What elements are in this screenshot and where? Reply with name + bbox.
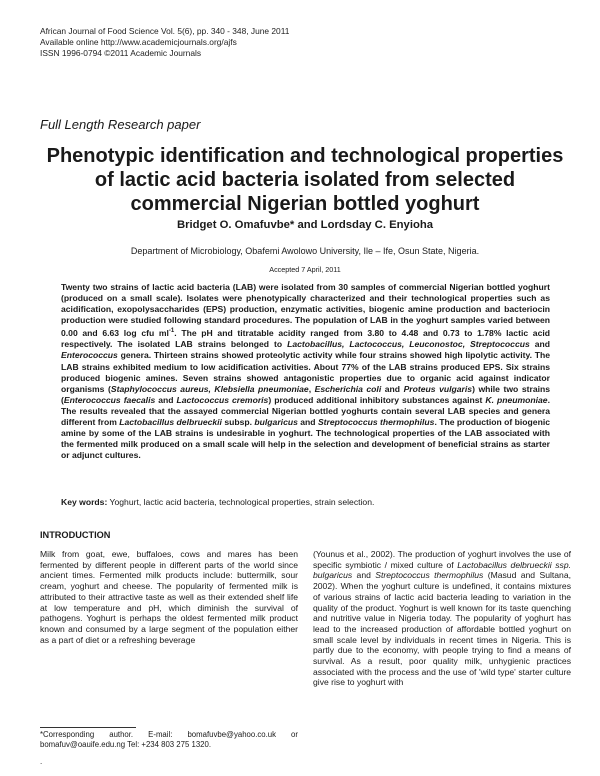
abstract-organism: Proteus vulgaris bbox=[403, 383, 473, 394]
abstract-text: ) produced additional inhibitory substances against bbox=[268, 394, 486, 405]
abstract-organism: Escherichia coli bbox=[314, 383, 382, 394]
authors: Bridget O. Omafuvbe* and Lordsday C. Enyioha bbox=[176, 219, 434, 231]
abstract-organism: bulgaricus bbox=[254, 416, 298, 427]
trailing-mark: . bbox=[40, 757, 43, 766]
journal-header bbox=[40, 26, 289, 59]
accepted-date: Accepted 7 April, 2011 bbox=[269, 265, 341, 274]
abstract-text: and bbox=[155, 394, 177, 405]
species-name: Streptococcus thermophilus bbox=[375, 570, 484, 581]
abstract-superscript: -1 bbox=[168, 328, 175, 335]
abstract-text: . The production of biogenic amine by some of the LAB strains is undesirable in yoghurt. The technological properties of the LAB associated with the fermented milk produced on a small scale will help in the selection and development of beneficial strains as starter or adjunct cultures. bbox=[61, 416, 550, 461]
corresponding-author-footnote: *Corresponding author. E-mail: bomafuvbe@yahoo.co.uk or bomafuv@oauife.edu.ng Tel: +234 803 275 1320. bbox=[40, 730, 298, 750]
right-column bbox=[313, 549, 571, 688]
journal-issn: ISSN 1996-0794 ©2011 Academic Journals bbox=[40, 48, 202, 58]
left-column bbox=[40, 549, 298, 645]
abstract-genus: Lactobacillus, Lactococcus, Leuconostoc, Streptococcus bbox=[287, 339, 530, 350]
abstract-genus: Enterococcus bbox=[61, 350, 118, 361]
abstract-organism: Staphylococcus aureus, Klebsiella pneumoniae bbox=[110, 383, 309, 394]
abstract-text: subsp. bbox=[221, 416, 255, 427]
abstract-organism: Enterococcus faecalis bbox=[63, 394, 156, 405]
abstract-text: Twenty two strains of lactic acid bacteria (LAB) were isolated from 30 samples of commercial Nigerian bottled yoghurt (produced on a small scale). Isolates were phenotypically characterized and their technological properties such as acidification, exopolysaccharides (EPS) production, enzymatic activities, biogenic amine production and bacteriocin production were studied following standard procedures. The population of LAB in the yoghurt samples varied between 0.00 and 6.63 log cfu ml bbox=[61, 282, 550, 339]
affiliation: Department of Microbiology, Obafemi Awolowo University, Ile – Ife, Osun State, Nigeria. bbox=[130, 246, 480, 256]
abstract bbox=[61, 282, 550, 461]
abstract-text: genera. Thirteen strains showed proteolytic activity while four strains showed high lipolytic activity. The LAB strains exhibited medium to low acidification activities. About 77% of the LAB strains produced EPS. Six strains produced biogenic amines. Seven strains showed antagonistic properties due to organic acid against indicator organisms ( bbox=[61, 350, 550, 394]
abstract-text: . The pH and titratable acidity ranged from 3.80 to 4.48 and 0.73 to 1.78% lactic acid respectively. The isolated LAB strains belonged to bbox=[61, 328, 550, 350]
paper-type: Full Length Research paper bbox=[40, 117, 201, 132]
journal-url: Available online http://www.academicjournals.org/ajfs bbox=[40, 37, 237, 47]
title-line-1: Phenotypic identification and technological properties bbox=[46, 145, 564, 167]
title-line-3: commercial Nigerian bottled yoghurt bbox=[130, 193, 480, 215]
abstract-organism: Lactococcus cremoris bbox=[176, 394, 269, 405]
abstract-text: . The results revealed that the assayed commercial Nigerian bottled yoghurts contain several LAB species and genera different from bbox=[61, 394, 550, 427]
abstract-organism: K. pneumoniae bbox=[485, 394, 548, 405]
abstract-text: and bbox=[297, 416, 318, 427]
body-text: and bbox=[352, 570, 376, 581]
species-name: Lactobacillus delbrueckii ssp. bulgaricus bbox=[313, 559, 571, 581]
body-text: (Masud and Sultana, 2002). When the yoghurt culture is undefined, it contains mixtures of various strains of lactic acid bacteria leading to variation in the quality of the product. Yoghurt is well known for its taste quenching and nutritive value in Nigeria today. The popularity of yoghurt has lead to the increased production of affordable bottled yoghurt on small scale level by individuals in recent times in Nigeria. This is partly due to the economy, with people trying to find a means of survival. As a result, poor quality milk, unhygienic practices associated with the process and the use of 'wild type' starter culture give rise to yoghurt with bbox=[313, 570, 571, 688]
abstract-text: and bbox=[381, 383, 404, 394]
abstract-text: ) while two strains ( bbox=[61, 383, 551, 405]
section-heading-introduction: INTRODUCTION bbox=[40, 530, 111, 540]
keywords bbox=[61, 497, 550, 508]
intro-paragraph: Milk from goat, ewe, buffaloes, cows and mares has been fermented by different people in different parts of the world since ancient times. Fermented milk products include: buttermilk, sour cream, yoghurt and cheese. The popularity of fermented milk is attributed to their attractive taste as well as their extended shelf life at low temperature and pH, which diminish the survival of pathogens. Yoghurt is perhaps the oldest fermented milk product known and consumed by a large segment of the population either as a part of diet or a refreshing beverage bbox=[40, 549, 298, 645]
abstract-text: and bbox=[529, 339, 551, 350]
keywords-text: Yoghurt, lactic acid bacteria, technological properties, strain selection. bbox=[107, 497, 375, 507]
abstract-organism: Streptococcus thermophilus bbox=[317, 416, 435, 427]
title-line-2: of lactic acid bacteria isolated from selected bbox=[94, 169, 516, 191]
abstract-organism: Lactobacillus delbrueckii bbox=[119, 416, 222, 427]
body-text: (Younus et al., 2002). The production of yoghurt involves the use of specific symbiotic / mixed culture of bbox=[313, 549, 571, 570]
keywords-label: Key words: bbox=[61, 497, 108, 507]
footnote-divider bbox=[40, 727, 136, 728]
paper-title bbox=[40, 144, 570, 216]
abstract-text: , bbox=[308, 383, 315, 394]
journal-citation: African Journal of Food Science Vol. 5(6), pp. 340 - 348, June 2011 bbox=[40, 26, 290, 36]
